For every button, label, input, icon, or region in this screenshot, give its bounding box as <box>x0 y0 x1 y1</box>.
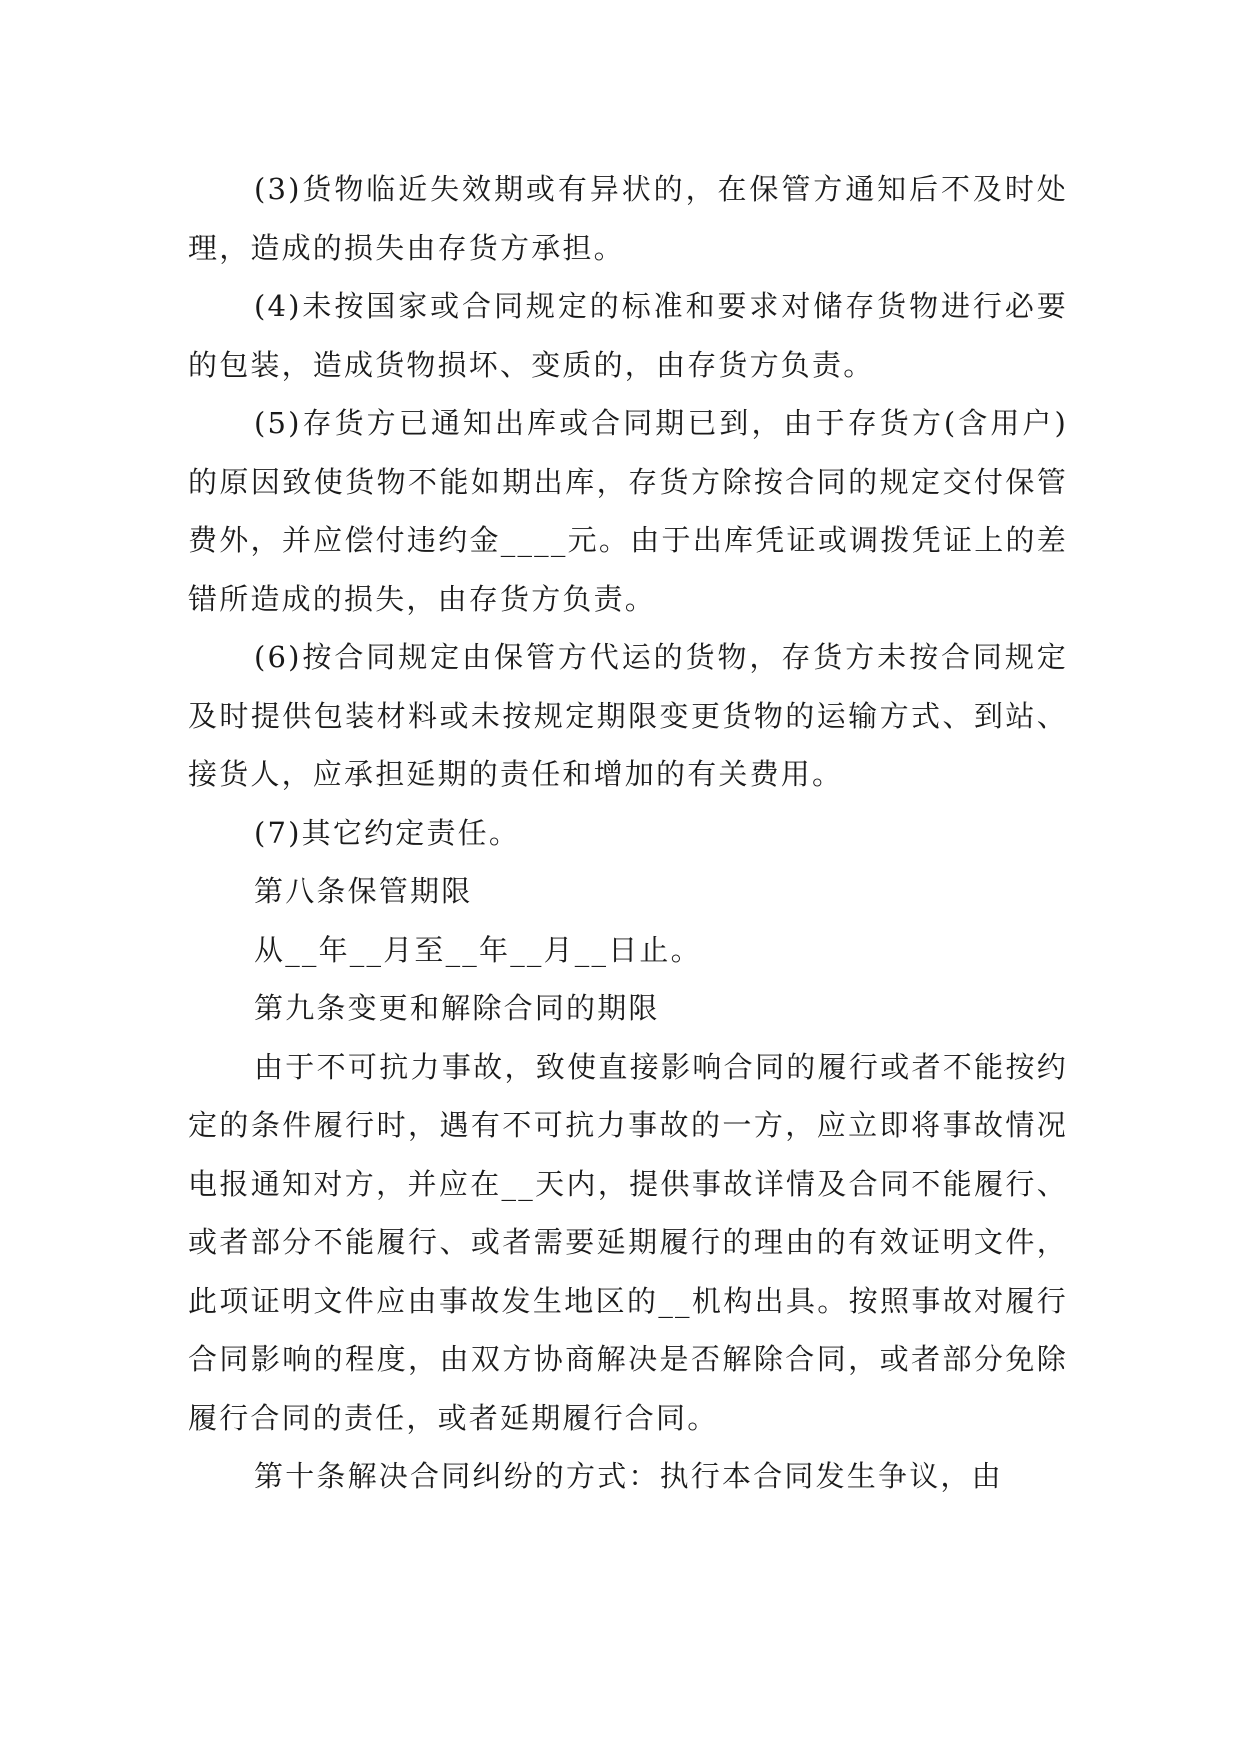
storage-period-paragraph: 从__年__月至__年__月__日止。 <box>254 932 702 967</box>
document-body <box>188 160 1068 1506</box>
clause-5-paragraph: (5)存货方已通知出库或合同期已到，由于存货方(含用户)的原因致使货物不能如期出库，存货方除按合同的规定交付保管费外，并应偿付违约金____元。由于出库凭证或调拨凭证上的差错所造成的损失，由存货方负责。 <box>188 406 1068 616</box>
clause-3-paragraph: (3)货物临近失效期或有异状的，在保管方通知后不及时处理，造成的损失由存货方承担。 <box>188 172 1068 265</box>
clause-6-paragraph: (6)按合同规定由保管方代运的货物，存货方未按合同规定及时提供包装材料或未按规定期限变更货物的运输方式、到站、接货人，应承担延期的责任和增加的有关费用。 <box>188 640 1068 791</box>
clause-7-paragraph: (7)其它约定责任。 <box>254 815 521 850</box>
article-9-heading: 第九条变更和解除合同的期限 <box>254 991 660 1025</box>
article-8-heading: 第八条保管期限 <box>254 874 473 908</box>
clause-4-paragraph: (4)未按国家或合同规定的标准和要求对储存货物进行必要的包装，造成货物损坏、变质的，由存货方负责。 <box>188 289 1068 382</box>
article-10-paragraph: 第十条解决合同纠纷的方式：执行本合同发生争议，由 <box>254 1459 1003 1493</box>
force-majeure-paragraph: 由于不可抗力事故，致使直接影响合同的履行或者不能按约定的条件履行时，遇有不可抗力事故的一方，应立即将事故情况电报通知对方，并应在__天内，提供事故详情及合同不能履行、或者部分不能履行、或者需要延期履行的理由的有效证明文件，此项证明文件应由事故发生地区的__机构出具。按照事故对履行合同影响的程度，由双方协商解决是否解除合同，或者部分免除履行合同的责任，或者延期履行合同。 <box>188 1049 1068 1435</box>
